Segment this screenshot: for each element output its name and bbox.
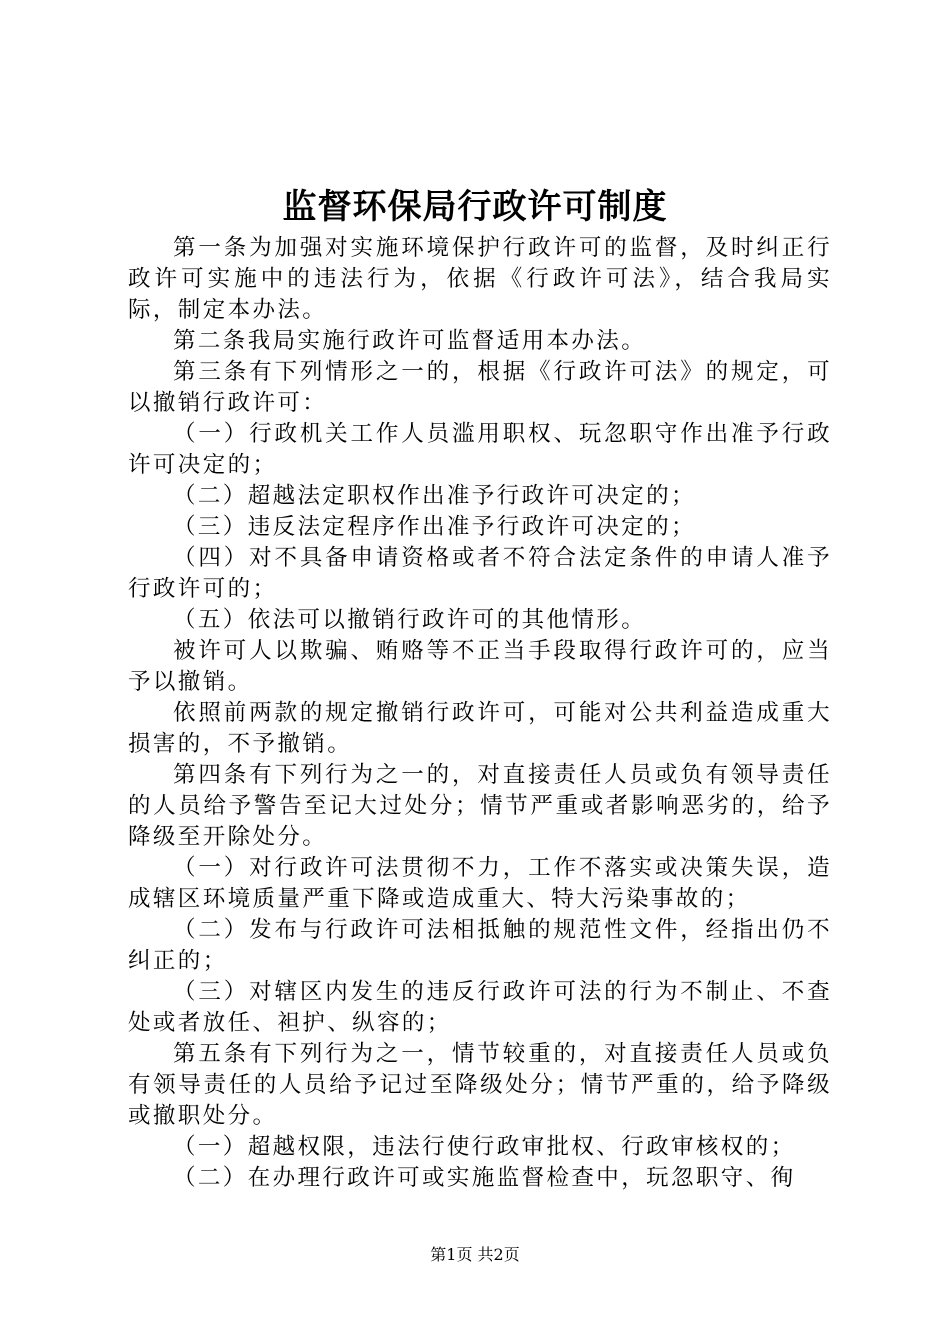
paragraph: （一）超越权限，违法行使行政审批权、行政审核权的；	[173, 1134, 796, 1160]
page-footer: 第1页 共2页	[430, 1245, 520, 1264]
paragraph: （一）行政机关工作人员滥用职权、玩忽职守作出准予行政许可决定的；	[128, 421, 832, 478]
paragraph: （二）在办理行政许可或实施监督检查中，玩忽职守、徇	[173, 1165, 796, 1191]
paragraph: （二）超越法定职权作出准予行政许可决定的；	[173, 483, 696, 509]
document-body	[128, 233, 832, 1194]
paragraph: （二）发布与行政许可法相抵触的规范性文件，经指出仍不纠正的；	[128, 917, 832, 974]
paragraph: 第二条我局实施行政许可监督适用本办法。	[173, 328, 647, 354]
paragraph: 被许可人以欺骗、贿赂等不正当手段取得行政许可的，应当予以撤销。	[128, 638, 832, 695]
paragraph: （五）依法可以撤销行政许可的其他情形。	[173, 607, 647, 633]
paragraph: （一）对行政许可法贯彻不力，工作不落实或决策失误，造成辖区环境质量严重下降或造成重大、特大污染事故的；	[128, 855, 832, 912]
paragraph: （三）对辖区内发生的违反行政许可法的行为不制止、不查处或者放任、袒护、纵容的；	[128, 979, 832, 1036]
paragraph: 第四条有下列行为之一的，对直接责任人员或负有领导责任的人员给予警告至记大过处分；情节严重或者影响恶劣的，给予降级至开除处分。	[128, 762, 832, 850]
paragraph: 第三条有下列情形之一的，根据《行政许可法》的规定，可以撤销行政许可：	[128, 359, 832, 416]
paragraph: （三）违反法定程序作出准予行政许可决定的；	[173, 514, 696, 540]
document-title: 监督环保局行政许可制度	[282, 187, 668, 227]
paragraph: 第五条有下列行为之一，情节较重的，对直接责任人员或负有领导责任的人员给予记过至降级处分；情节严重的，给予降级或撤职处分。	[128, 1041, 832, 1129]
paragraph: 第一条为加强对实施环境保护行政许可的监督，及时纠正行政许可实施中的违法行为，依据《行政许可法》，结合我局实际，制定本办法。	[128, 235, 832, 323]
paragraph: 依照前两款的规定撤销行政许可，可能对公共利益造成重大损害的，不予撤销。	[128, 700, 832, 757]
paragraph: （四）对不具备申请资格或者不符合法定条件的申请人准予行政许可的；	[128, 545, 832, 602]
